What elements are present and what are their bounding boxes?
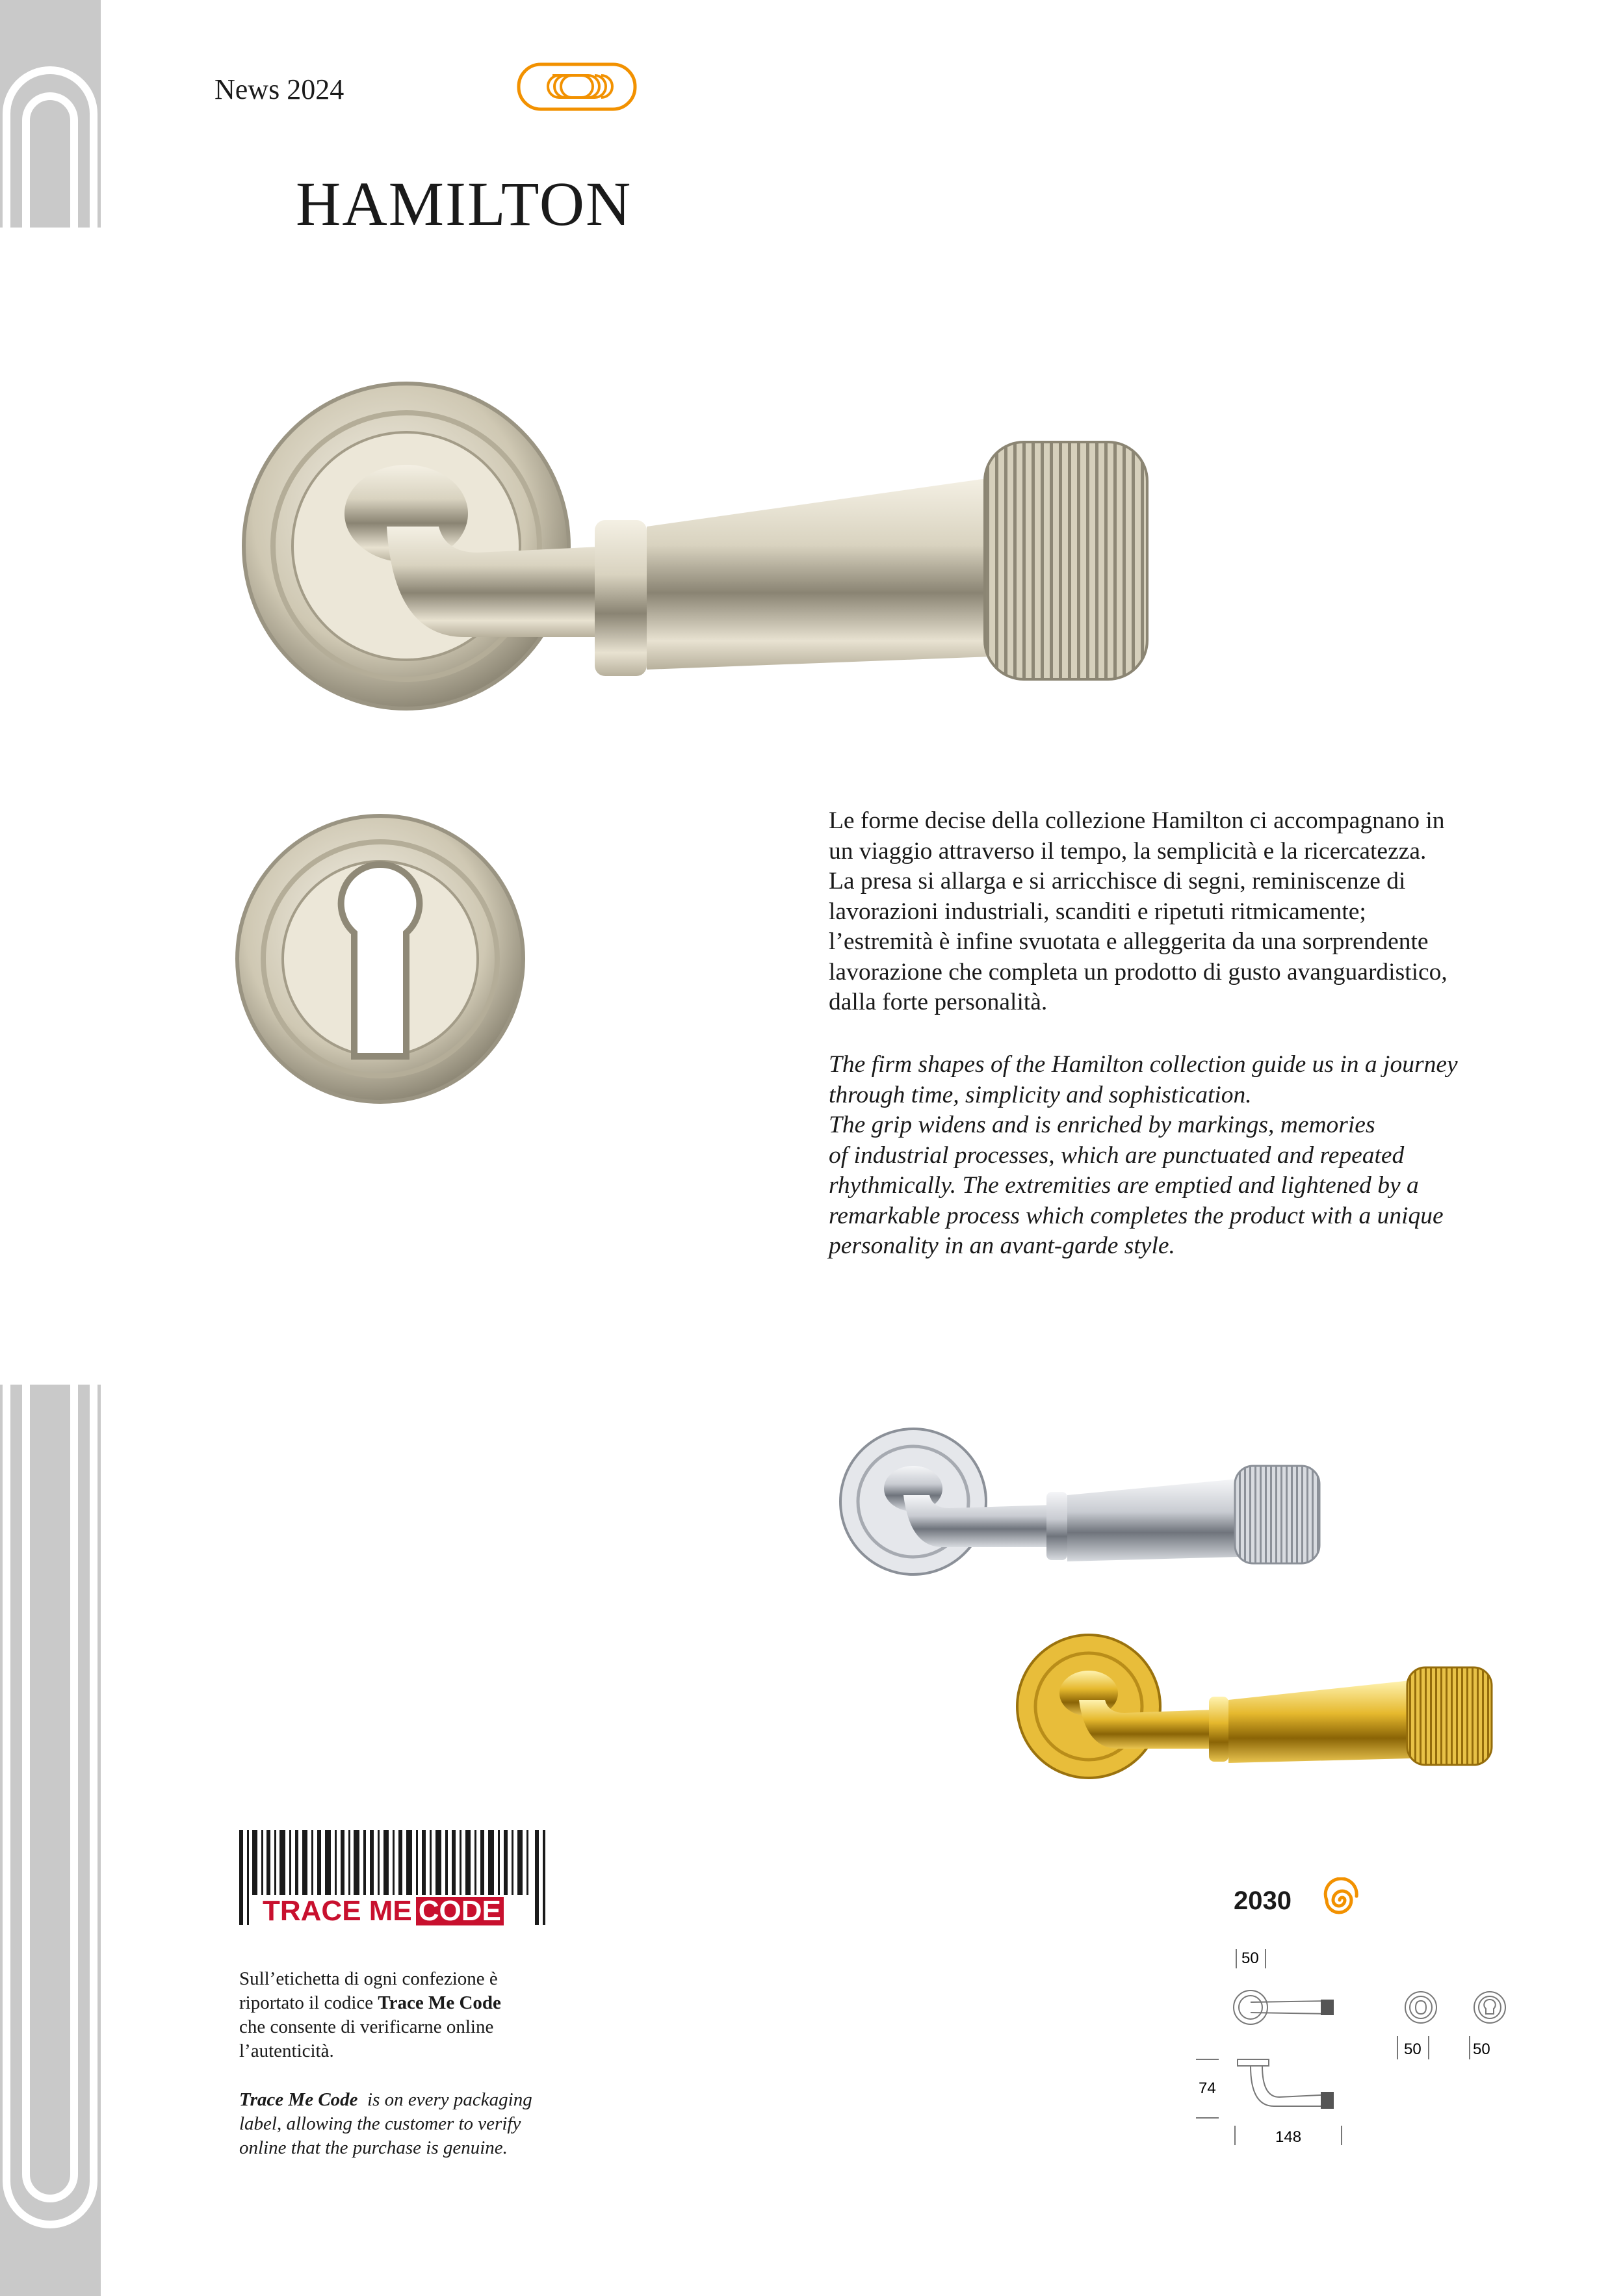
description-it-line: Le forme decise della collezione Hamilton ci accompagnano in [829,807,1445,834]
description-en-line: through time, simplicity and sophistication. [829,1081,1252,1108]
dim-length-label: 148 [1275,2128,1302,2146]
trace-en-line: label, allowing the customer to verify [239,2113,521,2134]
spiral-icon [1319,1877,1365,1923]
dim-key-rose-b-label: 50 [1473,2041,1490,2058]
trace-me-label: TRACE ME [263,1895,412,1927]
brand-logo-icon [517,62,637,111]
description-en-line: personality in an avant-garde style. [829,1233,1175,1259]
technical-drawing [1183,1944,1521,2165]
news-label: News 2024 [214,73,344,105]
gold-handle-image [1014,1625,1534,1788]
description-en-line: The grip widens and is enriched by markings, memories [829,1112,1375,1138]
dim-rose-label: 50 [1241,1950,1259,1967]
description-it-line: dalla forte personalità. [829,989,1048,1015]
description-it-line: lavorazione che completa un prodotto di gusto avanguardistico, [829,958,1448,985]
sidebar-decoration-bottom [0,1385,101,2296]
description-en-line: The firm shapes of the Hamilton collection guide us in a journey [829,1051,1458,1078]
trace-en-line: online that the purchase is genuine. [239,2137,508,2158]
description-it-line: un viaggio attraverso il tempo, la semplicità e la ricercatezza. [829,837,1427,865]
trace-it-line: Sull’etichetta di ogni confezione è [239,1968,498,1989]
trace-note-italian [239,1967,545,2063]
code-label: CODE [416,1897,504,1925]
trace-it-code-name: Trace Me Code [378,1992,501,2013]
sidebar-decoration-top [0,0,101,228]
trace-note-english [239,2088,545,2160]
description-it-line: lavorazioni industriali, scanditi e ripetuti ritmicamente; [829,898,1366,925]
description-english [829,1050,1550,1262]
description-italian [829,806,1550,1018]
trace-me-code-label [263,1897,504,1925]
chrome-handle-image [838,1417,1371,1586]
page-title: HAMILTON [296,169,632,239]
product-code: 2030 [1234,1886,1292,1915]
trace-en-line-1 [239,2088,545,2112]
trace-en-text: is on every packaging [357,2089,532,2110]
description-en-line: of industrial processes, which are punctuated and repeated [829,1141,1405,1169]
lever-handle-image [231,364,1511,715]
trace-en-code-name: Trace Me Code [239,2089,358,2110]
key-rose-image [234,813,526,1105]
description-en-line: remarkable process which completes the product with a unique [829,1202,1444,1229]
trace-it-line: che consente di verificarne online [239,2016,494,2037]
description-en-line: rhythmically. The extremities are emptied and lightened by a [829,1172,1419,1199]
trace-it-line-2 [239,1991,545,2015]
description-it-line: La presa si allarga e si arricchisce di segni, reminiscenze di [829,868,1406,894]
trace-it-text: riportato il codice [239,1992,378,2013]
description-it-line: l’estremità è infine svuotata e alleggerita da una sorprendente [829,928,1429,955]
dim-height-label: 74 [1199,2080,1216,2097]
dim-key-rose-a-label: 50 [1404,2041,1422,2058]
trace-it-line: l’autenticità. [239,2041,334,2061]
